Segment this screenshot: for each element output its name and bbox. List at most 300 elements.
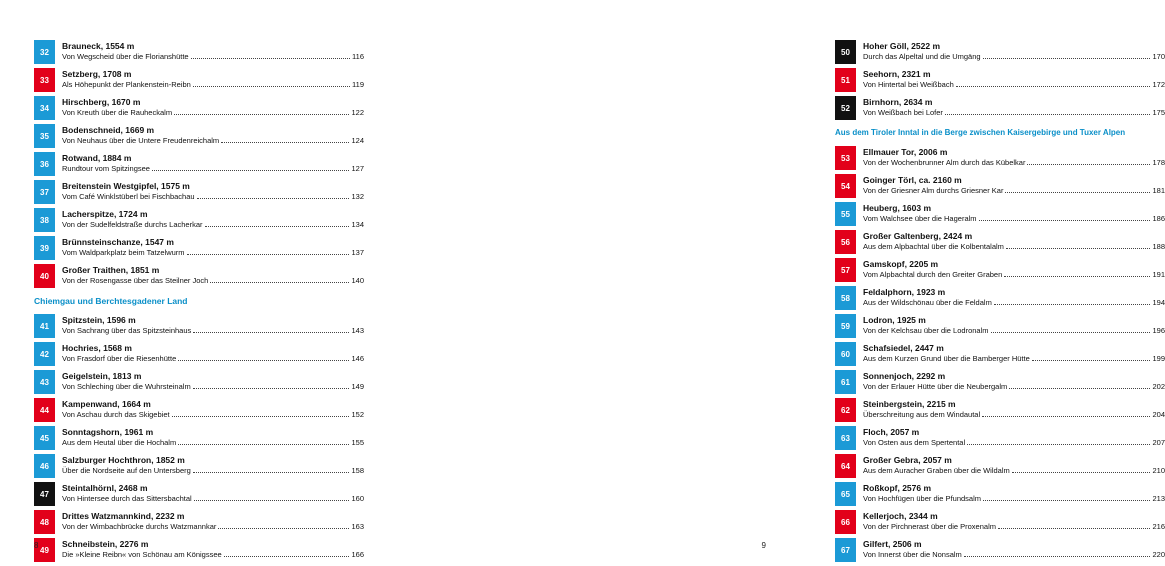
dot-leader [945, 108, 1151, 115]
toc-list [835, 40, 1165, 122]
tour-page-number: 160 [351, 494, 364, 503]
tour-page-number: 178 [1152, 158, 1165, 167]
toc-entry[interactable] [34, 454, 364, 480]
tour-description: Von der Wochenbrunner Alm durch das Kübelkar [863, 158, 1026, 167]
toc-entry[interactable] [835, 202, 1165, 228]
tour-title: Brauneck, 1554 m [62, 41, 135, 51]
tour-subtitle-row [863, 270, 1165, 280]
tour-number-badge: 57 [835, 258, 856, 282]
toc-entry-text [62, 97, 364, 118]
dot-leader [221, 136, 349, 143]
tour-page-number: 202 [1152, 382, 1165, 391]
dot-leader [1004, 270, 1150, 277]
tour-number-badge: 67 [835, 538, 856, 562]
toc-entry-text [863, 483, 1165, 504]
tour-number-badge: 63 [835, 426, 856, 450]
tour-page-number: 188 [1152, 242, 1165, 251]
toc-entry-text [863, 41, 1165, 62]
tour-page-number: 116 [352, 52, 364, 61]
tour-subtitle-row [62, 354, 364, 364]
toc-entry[interactable] [34, 68, 364, 94]
dot-leader [983, 494, 1150, 501]
toc-entry[interactable] [34, 96, 364, 122]
tour-description: Von Neuhaus über die Untere Freudenreichalm [62, 136, 220, 145]
tour-page-number: 124 [351, 136, 364, 145]
toc-entry-text [62, 343, 364, 364]
tour-subtitle-row [863, 522, 1165, 532]
tour-number-badge: 60 [835, 342, 856, 366]
toc-entry[interactable] [34, 314, 364, 340]
toc-entry[interactable] [835, 398, 1165, 424]
toc-entry-text [863, 175, 1165, 196]
tour-page-number: 199 [1152, 354, 1165, 363]
tour-number-badge: 64 [835, 454, 856, 478]
toc-entry-text [62, 265, 364, 286]
tour-title: Goinger Törl, ca. 2160 m [863, 175, 962, 185]
tour-subtitle-row [863, 550, 1165, 560]
toc-entry[interactable] [34, 342, 364, 368]
tour-page-number: 220 [1152, 550, 1165, 559]
section-heading: Aus dem Tiroler Inntal in die Berge zwischen Kaisergebirge und Tuxer Alpen [835, 128, 1126, 137]
toc-entry-text [863, 455, 1165, 476]
tour-subtitle-row [863, 354, 1165, 364]
toc-entry[interactable] [34, 236, 364, 262]
toc-entry-text [62, 41, 364, 62]
tour-title: Großer Traithen, 1851 m [62, 265, 160, 275]
tour-subtitle-row [62, 550, 364, 560]
tour-subtitle-row [863, 158, 1165, 168]
toc-entry[interactable] [835, 454, 1165, 480]
tour-subtitle-row [863, 326, 1165, 336]
tour-title: Hirschberg, 1670 m [62, 97, 141, 107]
toc-entry[interactable] [835, 146, 1165, 172]
toc-entry-text [863, 539, 1165, 560]
tour-subtitle-row [863, 242, 1165, 252]
toc-entry-text [863, 315, 1165, 336]
tour-subtitle-row [863, 382, 1165, 392]
dot-leader [193, 326, 349, 333]
tour-description: Aus dem Auracher Graben über die Wildalm [863, 466, 1010, 475]
tour-page-number: 207 [1152, 438, 1165, 447]
tour-subtitle-row [863, 298, 1165, 308]
dot-leader [994, 298, 1151, 305]
dot-leader [178, 354, 349, 361]
tour-number-badge: 66 [835, 510, 856, 534]
tour-description: Von Frasdorf über die Riesenhütte [62, 354, 177, 363]
dot-leader [197, 192, 350, 199]
tour-title: Salzburger Hochthron, 1852 m [62, 455, 185, 465]
tour-subtitle-row [62, 136, 364, 146]
toc-list [835, 146, 1165, 564]
tour-description: Von der Pirchnerast über die Proxenalm [863, 522, 996, 531]
tour-page-number: 119 [352, 80, 364, 89]
tour-title: Feldalphorn, 1923 m [863, 287, 946, 297]
dot-leader [191, 52, 350, 59]
tour-number-badge: 50 [835, 40, 856, 64]
toc-entry[interactable] [835, 342, 1165, 368]
toc-entry[interactable] [34, 538, 364, 564]
tour-page-number: 132 [351, 192, 364, 201]
tour-description: Rundtour vom Spitzingsee [62, 164, 150, 173]
tour-description: Von Weißbach bei Lofer [863, 108, 943, 117]
tour-title: Schneibstein, 2276 m [62, 539, 149, 549]
tour-description: Die »Kleine Reibn« von Schönau am Königssee [62, 550, 222, 559]
tour-subtitle-row [863, 494, 1165, 504]
toc-list [34, 40, 364, 290]
tour-description: Aus dem Alpbachtal über die Kolbentalalm [863, 242, 1004, 251]
tour-description: Von der Griesner Alm durchs Griesner Kar [863, 186, 1004, 195]
toc-entry-text [62, 455, 364, 476]
tour-page-number: 204 [1152, 410, 1165, 419]
tour-page-number: 155 [351, 438, 364, 447]
tour-title: Sonntagshorn, 1961 m [62, 427, 154, 437]
toc-entry-text [863, 69, 1165, 90]
tour-description: Überschreitung aus dem Windautal [863, 410, 981, 419]
toc-column-left [34, 40, 364, 566]
section-heading: Chiemgau und Berchtesgadener Land [34, 296, 188, 306]
tour-description: Aus dem Heutal über die Hochalm [62, 438, 177, 447]
tour-page-number: 196 [1152, 326, 1165, 335]
tour-number-badge: 36 [34, 152, 55, 176]
tour-subtitle-row [62, 438, 364, 448]
tour-page-number: 127 [351, 164, 364, 173]
tour-subtitle-row [863, 466, 1165, 476]
toc-entry[interactable] [835, 286, 1165, 312]
tour-number-badge: 37 [34, 180, 55, 204]
tour-title: Floch, 2057 m [863, 427, 920, 437]
toc-entry[interactable] [34, 124, 364, 150]
toc-entry[interactable] [835, 426, 1165, 452]
tour-subtitle-row [62, 326, 364, 336]
toc-entry[interactable] [835, 370, 1165, 396]
tour-number-badge: 59 [835, 314, 856, 338]
left-page [0, 0, 400, 564]
tour-page-number: 152 [351, 410, 364, 419]
tour-description: Von der Wimbachbrücke durchs Watzmannkar [62, 522, 217, 531]
tour-subtitle-row [863, 80, 1165, 90]
toc-entry-text [863, 259, 1165, 280]
toc-entry[interactable] [835, 538, 1165, 564]
tour-number-badge: 62 [835, 398, 856, 422]
tour-page-number: 166 [351, 550, 364, 559]
dot-leader [1012, 466, 1151, 473]
toc-entry[interactable] [34, 482, 364, 508]
tour-number-badge: 41 [34, 314, 55, 338]
page-number: 8 [34, 541, 39, 550]
tour-title: Hoher Göll, 2522 m [863, 41, 940, 51]
tour-page-number: 146 [351, 354, 364, 363]
tour-number-badge: 40 [34, 264, 55, 288]
tour-page-number: 210 [1152, 466, 1165, 475]
tour-subtitle-row [863, 438, 1165, 448]
toc-entry[interactable] [835, 174, 1165, 200]
toc-entry-text [62, 125, 364, 146]
tour-page-number: 143 [351, 326, 364, 335]
tour-subtitle-row [62, 522, 364, 532]
tour-description: Von der Erlauer Hütte über die Neubergalm [863, 382, 1008, 391]
tour-number-badge: 61 [835, 370, 856, 394]
tour-page-number: 186 [1152, 214, 1165, 223]
toc-entry-text [62, 539, 364, 560]
toc-entry-text [863, 97, 1165, 118]
tour-title: Schafsiedel, 2447 m [863, 343, 944, 353]
tour-title: Seehorn, 2321 m [863, 69, 931, 79]
toc-column-right [835, 40, 1165, 566]
tour-title: Kampenwand, 1664 m [62, 399, 151, 409]
tour-title: Heuberg, 1603 m [863, 203, 932, 213]
toc-list [34, 314, 364, 564]
tour-description: Vom Café Winklstüberl bei Fischbachau [62, 192, 195, 201]
toc-entry-text [62, 69, 364, 90]
tour-description: Von der Kelchsau über die Lodronalm [863, 326, 989, 335]
tour-number-badge: 47 [34, 482, 55, 506]
toc-entry-text [62, 315, 364, 336]
dot-leader [174, 108, 349, 115]
dot-leader [224, 550, 350, 557]
dot-leader [1009, 382, 1150, 389]
tour-title: Spitzstein, 1596 m [62, 315, 136, 325]
toc-entry[interactable] [34, 426, 364, 452]
dot-leader [1027, 158, 1150, 165]
dot-leader [193, 80, 350, 87]
tour-title: Kellerjoch, 2344 m [863, 511, 938, 521]
tour-page-number: 213 [1152, 494, 1165, 503]
dot-leader [172, 410, 350, 417]
tour-title: Birnhorn, 2634 m [863, 97, 933, 107]
toc-entry-text [62, 371, 364, 392]
tour-title: Gamskopf, 2205 m [863, 259, 939, 269]
tour-number-badge: 35 [34, 124, 55, 148]
tour-subtitle-row [62, 494, 364, 504]
toc-entry-text [863, 399, 1165, 420]
dot-leader [979, 214, 1151, 221]
tour-title: Brünnsteinschanze, 1547 m [62, 237, 174, 247]
tour-title: Großer Galtenberg, 2424 m [863, 231, 973, 241]
tour-description: Von Wegscheid über die Florianshütte [62, 52, 189, 61]
tour-page-number: 158 [351, 466, 364, 475]
tour-description: Vom Waldparkplatz beim Tatzelwurm [62, 248, 185, 257]
tour-subtitle-row [62, 52, 364, 62]
toc-entry-text [62, 427, 364, 448]
tour-title: Setzberg, 1708 m [62, 69, 132, 79]
dot-leader [998, 522, 1150, 529]
toc-entry-text [863, 203, 1165, 224]
dot-leader [991, 326, 1151, 333]
tour-title: Breitenstein Westgipfel, 1575 m [62, 181, 190, 191]
tour-description: Von der Sudelfeldstraße durchs Lacherkar [62, 220, 203, 229]
tour-title: Steintalhörnl, 2468 m [62, 483, 148, 493]
tour-subtitle-row [863, 186, 1165, 196]
tour-number-badge: 39 [34, 236, 55, 260]
tour-description: Von der Rosengasse über das Steilner Joch [62, 276, 209, 285]
tour-page-number: 122 [351, 108, 364, 117]
tour-description: Aus dem Kurzen Grund über die Bamberger Hütte [863, 354, 1030, 363]
dot-leader [1032, 354, 1151, 361]
tour-subtitle-row [62, 108, 364, 118]
dot-leader [967, 438, 1150, 445]
tour-title: Hochries, 1568 m [62, 343, 132, 353]
toc-entry[interactable] [835, 96, 1165, 122]
toc-entry-text [62, 511, 364, 532]
tour-number-badge: 48 [34, 510, 55, 534]
tour-description: Von Hochfügen über die Pfundsalm [863, 494, 981, 503]
tour-title: Ellmauer Tor, 2006 m [863, 147, 948, 157]
tour-subtitle-row [62, 164, 364, 174]
tour-number-badge: 32 [34, 40, 55, 64]
tour-title: Lacherspitze, 1724 m [62, 209, 148, 219]
tour-subtitle-row [62, 466, 364, 476]
tour-page-number: 149 [351, 382, 364, 391]
dot-leader [218, 522, 349, 529]
tour-description: Von Sachrang über das Spitzsteinhaus [62, 326, 192, 335]
tour-subtitle-row [863, 108, 1165, 118]
toc-entry[interactable] [835, 510, 1165, 536]
toc-entry[interactable] [34, 264, 364, 290]
tour-description: Als Höhepunkt der Plankenstein-Reibn [62, 80, 191, 89]
dot-leader [983, 52, 1151, 59]
tour-title: Drittes Watzmannkind, 2232 m [62, 511, 185, 521]
tour-number-badge: 51 [835, 68, 856, 92]
tour-subtitle-row [62, 410, 364, 420]
tour-page-number: 137 [351, 248, 364, 257]
toc-entry[interactable] [34, 180, 364, 206]
tour-number-badge: 38 [34, 208, 55, 232]
tour-number-badge: 45 [34, 426, 55, 450]
right-page [400, 0, 1165, 564]
tour-description: Vom Alpbachtal durch den Greiter Graben [863, 270, 1003, 279]
tour-description: Von Kreuth über die Rauheckalm [62, 108, 173, 117]
toc-entry[interactable] [34, 40, 364, 66]
tour-number-badge: 46 [34, 454, 55, 478]
tour-description: Durch das Alpeltal und die Umgäng [863, 52, 981, 61]
toc-entry-text [863, 231, 1165, 252]
dot-leader [194, 494, 350, 501]
toc-entry-text [62, 237, 364, 258]
toc-entry-text [863, 427, 1165, 448]
tour-subtitle-row [863, 52, 1165, 62]
toc-entry[interactable] [835, 258, 1165, 284]
tour-description: Von Aschau durch das Skigebiet [62, 410, 170, 419]
tour-number-badge: 54 [835, 174, 856, 198]
tour-subtitle-row [62, 80, 364, 90]
dot-leader [193, 466, 350, 473]
tour-subtitle-row [62, 382, 364, 392]
toc-entry[interactable] [835, 314, 1165, 340]
tour-subtitle-row [62, 220, 364, 230]
tour-page-number: 181 [1152, 186, 1165, 195]
toc-entry[interactable] [835, 482, 1165, 508]
tour-subtitle-row [62, 276, 364, 286]
toc-entry-text [62, 399, 364, 420]
toc-entry[interactable] [34, 510, 364, 536]
dot-leader [1006, 242, 1151, 249]
toc-entry[interactable] [835, 40, 1165, 66]
tour-page-number: 134 [351, 220, 364, 229]
tour-page-number: 140 [351, 276, 364, 285]
tour-subtitle-row [863, 410, 1165, 420]
tour-number-badge: 55 [835, 202, 856, 226]
tour-page-number: 172 [1152, 80, 1165, 89]
tour-title: Roßkopf, 2576 m [863, 483, 932, 493]
tour-subtitle-row [62, 248, 364, 258]
dot-leader [205, 220, 350, 227]
tour-page-number: 170 [1152, 52, 1165, 61]
tour-number-badge: 58 [835, 286, 856, 310]
tour-title: Bodenschneid, 1669 m [62, 125, 155, 135]
tour-description: Von Osten aus dem Spertental [863, 438, 966, 447]
toc-entry[interactable] [34, 152, 364, 178]
tour-number-badge: 33 [34, 68, 55, 92]
tour-subtitle-row [863, 214, 1165, 224]
toc-entry[interactable] [835, 68, 1165, 94]
toc-entry[interactable] [34, 370, 364, 396]
tour-title: Rotwand, 1884 m [62, 153, 132, 163]
tour-description: Von Hintertal bei Weißbach [863, 80, 954, 89]
tour-page-number: 175 [1152, 108, 1165, 117]
tour-title: Gilfert, 2506 m [863, 539, 922, 549]
toc-entry-text [62, 483, 364, 504]
dot-leader [964, 550, 1151, 557]
dot-leader [152, 164, 350, 171]
tour-number-badge: 56 [835, 230, 856, 254]
tour-description: Von Schleching über die Wuhrsteinalm [62, 382, 191, 391]
tour-page-number: 216 [1152, 522, 1165, 531]
tour-title: Sonnenjoch, 2292 m [863, 371, 946, 381]
tour-description: Aus der Wildschönau über die Feldalm [863, 298, 992, 307]
toc-entry-text [863, 371, 1165, 392]
toc-entry-text [62, 181, 364, 202]
tour-page-number: 163 [351, 522, 364, 531]
dot-leader [210, 276, 349, 283]
tour-title: Geigelstein, 1813 m [62, 371, 142, 381]
tour-number-badge: 34 [34, 96, 55, 120]
dot-leader [982, 410, 1150, 417]
tour-subtitle-row [62, 192, 364, 202]
dot-leader [956, 80, 1151, 87]
toc-entry-text [62, 153, 364, 174]
tour-description: Über die Nordseite auf den Untersberg [62, 466, 191, 475]
tour-number-badge: 52 [835, 96, 856, 120]
tour-number-badge: 65 [835, 482, 856, 506]
toc-entry-text [863, 511, 1165, 532]
dot-leader [178, 438, 349, 445]
tour-title: Großer Gebra, 2057 m [863, 455, 952, 465]
tour-page-number: 194 [1152, 298, 1165, 307]
tour-number-badge: 42 [34, 342, 55, 366]
tour-number-badge: 44 [34, 398, 55, 422]
dot-leader [187, 248, 350, 255]
toc-entry[interactable] [835, 230, 1165, 256]
tour-description: Vom Walchsee über die Hageralm [863, 214, 977, 223]
tour-number-badge: 43 [34, 370, 55, 394]
page-number: 9 [761, 541, 766, 550]
toc-entry-text [863, 343, 1165, 364]
tour-number-badge: 53 [835, 146, 856, 170]
tour-description: Von Innerst über die Nonsalm [863, 550, 962, 559]
tour-description: Von Hintersee durch das Sittersbachtal [62, 494, 192, 503]
tour-page-number: 191 [1152, 270, 1165, 279]
tour-title: Lodron, 1925 m [863, 315, 926, 325]
toc-entry-text [863, 147, 1165, 168]
toc-entry-text [863, 287, 1165, 308]
tour-number-badge: 49 [34, 538, 55, 562]
tour-title: Steinbergstein, 2215 m [863, 399, 956, 409]
dot-leader [1005, 186, 1150, 193]
toc-entry-text [62, 209, 364, 230]
dot-leader [193, 382, 350, 389]
toc-entry[interactable] [34, 208, 364, 234]
toc-entry[interactable] [34, 398, 364, 424]
